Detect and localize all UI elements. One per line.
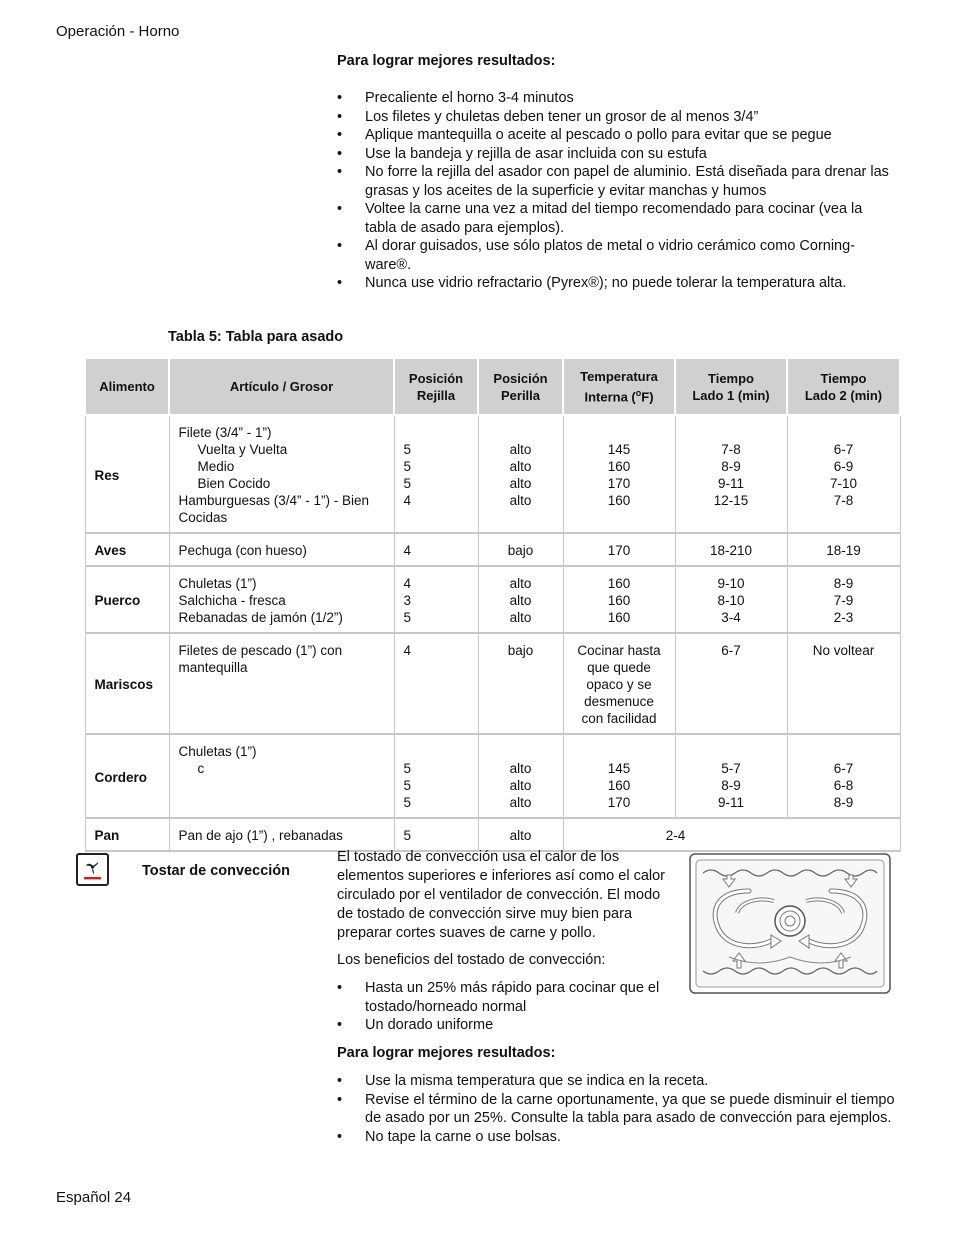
- table-caption: Tabla 5: Tabla para asado: [168, 329, 344, 345]
- convection-intro: El tostado de convección usa el calor de los elementos superiores e inferiores así como el calor circulado por el ventilador de convección. El modo de tostado de convección sirve muy bien para preparar cortes suaves de carne y pollo.: [337, 849, 666, 941]
- temp-cell: Cocinar hasta que quede opaco y se desmenuce con facilidad: [563, 633, 675, 734]
- fan-icon: [78, 855, 107, 884]
- list-item: • No forre la rejilla del asador con papel de aluminio. Está diseñada para drenar las grasas y los aceites de la superficie y evitar manchas y humos: [337, 164, 889, 199]
- food-cell: Res: [85, 415, 169, 533]
- list-item: • Aplique mantequilla o aceite al pescado o pollo para evitar que se pegue: [337, 127, 832, 143]
- knob-cell: alto alto alto: [478, 734, 563, 818]
- header-food: Alimento: [85, 358, 169, 415]
- side1-cell: 6-7: [675, 633, 787, 734]
- list-item: • Use la bandeja y rejilla de asar incluida con su estufa: [337, 145, 707, 162]
- time-cell: 2-4: [563, 818, 900, 851]
- item-cell: Chuletas (1”) c: [169, 734, 394, 818]
- temp-cell: 145 160 170 160: [563, 415, 675, 533]
- page-header: Operación - Horno: [56, 23, 180, 40]
- broil-tips-title: Para lograr mejores resultados:: [337, 53, 556, 69]
- temp-cell: 145 160 170: [563, 734, 675, 818]
- header-knob: Posición Perilla: [478, 358, 563, 415]
- convection-airflow-illustration: [689, 853, 892, 995]
- rack-cell: 4: [394, 633, 478, 734]
- list-item: • Revise el término de la carne oportunamente, ya que se puede disminuir el tiempo de asado por un 25%. Consulte la tabla para asado de convección para ejemplos.: [337, 1091, 895, 1126]
- list-item: • Voltee la carne una vez a mitad del tiempo recomendado para cocinar (vea la tabla de asado para ejemplos).: [337, 201, 863, 236]
- list-item: • Un dorado uniforme: [337, 1017, 494, 1033]
- temp-cell: 160 160 160: [563, 566, 675, 633]
- broil-tips-list: [337, 89, 897, 293]
- list-item: • Use la misma temperatura que se indica en la receta.: [337, 1073, 709, 1089]
- list-item: • Al dorar guisados, use sólo platos de metal o vidrio cerámico como Corning-ware®.: [337, 238, 856, 273]
- item-cell: Pan de ajo (1”) , rebanadas: [169, 818, 394, 851]
- item-cell: Chuletas (1”) Salchicha - fresca Rebanadas de jamón (1/2”): [169, 566, 394, 633]
- convection-tips-title: Para lograr mejores resultados:: [337, 1045, 556, 1061]
- food-cell: Mariscos: [85, 633, 169, 734]
- benefits-list: [337, 979, 669, 1035]
- knob-cell: alto alto alto: [478, 566, 563, 633]
- rack-cell: 4 3 5: [394, 566, 478, 633]
- table-row-aves: [85, 533, 900, 566]
- food-cell: Cordero: [85, 734, 169, 818]
- side1-cell: 18-210: [675, 533, 787, 566]
- side2-cell: 6-7 6-9 7-10 7-8: [787, 415, 900, 533]
- food-cell: Pan: [85, 818, 169, 851]
- table-header-row: [85, 358, 900, 415]
- list-item: • Los filetes y chuletas deben tener un grosor de al menos 3/4”: [337, 108, 759, 125]
- food-cell: Aves: [85, 533, 169, 566]
- rack-cell: 5 5 5 4: [394, 415, 478, 533]
- item-cell: Pechuga (con hueso): [169, 533, 394, 566]
- knob-cell: alto alto alto alto: [478, 415, 563, 533]
- convection-title: Tostar de convección: [142, 863, 290, 879]
- table-row-puerco: [85, 566, 900, 633]
- temp-cell: 170: [563, 533, 675, 566]
- list-item: • Hasta un 25% más rápido para cocinar que el tostado/horneado normal: [337, 980, 660, 1015]
- table-row-cordero: [85, 734, 900, 818]
- side1-cell: 7-8 8-9 9-11 12-15: [675, 415, 787, 533]
- table-row-res: [85, 415, 900, 533]
- side2-cell: 18-19: [787, 533, 900, 566]
- benefits-title: Los beneficios del tostado de convección:: [337, 952, 606, 968]
- table-row-pan: [85, 818, 900, 851]
- side2-cell: 6-7 6-8 8-9: [787, 734, 900, 818]
- knob-cell: alto: [478, 818, 563, 851]
- header-temp: Temperatura Interna ($^o$F): [563, 358, 675, 415]
- list-item: • Nunca use vidrio refractario (Pyrex®); no puede tolerar la temperatura alta.: [337, 275, 847, 291]
- rack-cell: 4: [394, 533, 478, 566]
- rack-cell: 5: [394, 818, 478, 851]
- page-footer: Español 24: [56, 1189, 132, 1206]
- header-item: Artículo / Grosor: [169, 358, 394, 415]
- broil-table: [84, 357, 901, 852]
- list-item: • No tape la carne o use bolsas.: [337, 1128, 561, 1145]
- table-row-mariscos: [85, 633, 900, 734]
- list-item: • Precaliente el horno 3-4 minutos: [337, 90, 574, 106]
- side2-cell: 8-9 7-9 2-3: [787, 566, 900, 633]
- side1-cell: 9-10 8-10 3-4: [675, 566, 787, 633]
- item-cell: Filetes de pescado (1”) con mantequilla: [169, 633, 394, 734]
- header-side1: Tiempo Lado 1 (min): [675, 358, 787, 415]
- knob-cell: bajo: [478, 533, 563, 566]
- food-cell: Puerco: [85, 566, 169, 633]
- side1-cell: 5-7 8-9 9-11: [675, 734, 787, 818]
- convection-broil-icon: [76, 853, 109, 886]
- rack-cell: 5 5 5: [394, 734, 478, 818]
- side2-cell: No voltear: [787, 633, 900, 734]
- knob-cell: bajo: [478, 633, 563, 734]
- header-side2: Tiempo Lado 2 (min): [787, 358, 900, 415]
- header-rack: Posición Rejilla: [394, 358, 478, 415]
- item-cell: Filete (3/4” - 1”) Vuelta y Vuelta Medio Bien Cocido Hamburguesas (3/4” - 1”) - Bien Cocidas: [169, 415, 394, 533]
- convection-tips-list: [337, 1072, 897, 1146]
